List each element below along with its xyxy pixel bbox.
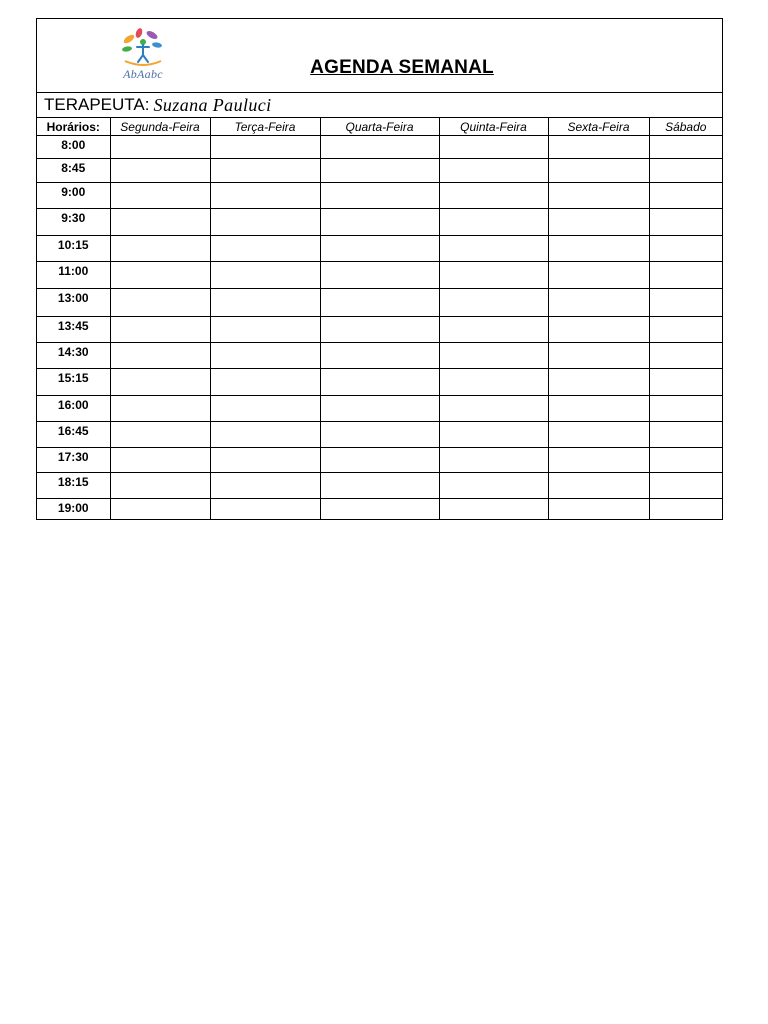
schedule-cell[interactable] — [439, 183, 548, 209]
schedule-cell[interactable] — [548, 448, 649, 473]
table-row — [37, 289, 722, 317]
schedule-cell[interactable] — [439, 289, 548, 317]
schedule-cell[interactable] — [320, 369, 439, 396]
schedule-cell[interactable] — [110, 136, 210, 159]
schedule-cell[interactable] — [320, 159, 439, 183]
schedule-cell[interactable] — [649, 369, 722, 396]
schedule-cell[interactable] — [110, 209, 210, 236]
time-slot-label: 11:00 — [37, 262, 110, 289]
time-slot-label: 14:30 — [37, 343, 110, 369]
schedule-cell[interactable] — [210, 448, 320, 473]
schedule-cell[interactable] — [649, 136, 722, 159]
schedule-cell[interactable] — [210, 183, 320, 209]
hours-column-header: Horários: — [37, 118, 110, 136]
table-row — [37, 236, 722, 262]
table-row — [37, 448, 722, 473]
schedule-cell[interactable] — [649, 317, 722, 343]
schedule-cell[interactable] — [320, 136, 439, 159]
time-slot-label: 9:00 — [37, 183, 110, 209]
schedule-cell[interactable] — [210, 422, 320, 448]
schedule-cell[interactable] — [548, 262, 649, 289]
schedule-cell[interactable] — [110, 317, 210, 343]
header — [37, 19, 722, 93]
schedule-cell[interactable] — [649, 289, 722, 317]
schedule-cell[interactable] — [439, 473, 548, 499]
schedule-cell[interactable] — [110, 473, 210, 499]
schedule-cell[interactable] — [320, 396, 439, 422]
schedule-cell[interactable] — [320, 422, 439, 448]
table-row — [37, 473, 722, 499]
time-slot-label: 10:15 — [37, 236, 110, 262]
day-header: Terça-Feira — [210, 118, 320, 136]
schedule-cell[interactable] — [439, 209, 548, 236]
schedule-cell[interactable] — [320, 236, 439, 262]
table-row — [37, 209, 722, 236]
schedule-cell[interactable] — [548, 422, 649, 448]
time-slot-label: 18:15 — [37, 473, 110, 499]
schedule-cell[interactable] — [649, 422, 722, 448]
schedule-cell[interactable] — [649, 499, 722, 519]
schedule-cell[interactable] — [548, 369, 649, 396]
table-row — [37, 136, 722, 159]
table-row — [37, 422, 722, 448]
schedule-cell[interactable] — [320, 343, 439, 369]
schedule-cell[interactable] — [649, 396, 722, 422]
agenda-sheet — [36, 18, 723, 520]
time-slot-label: 17:30 — [37, 448, 110, 473]
time-slot-label: 13:00 — [37, 289, 110, 317]
schedule-cell[interactable] — [110, 183, 210, 209]
schedule-cell[interactable] — [210, 473, 320, 499]
therapist-label: TERAPEUTA: — [44, 95, 150, 114]
schedule-cell[interactable] — [548, 136, 649, 159]
time-slot-label: 8:45 — [37, 159, 110, 183]
schedule-cell[interactable] — [649, 473, 722, 499]
schedule-header-row — [37, 118, 722, 136]
schedule-cell[interactable] — [110, 262, 210, 289]
schedule-cell[interactable] — [320, 183, 439, 209]
table-row — [37, 396, 722, 422]
time-slot-label: 16:45 — [37, 422, 110, 448]
schedule-cell[interactable] — [548, 289, 649, 317]
schedule-cell[interactable] — [110, 159, 210, 183]
schedule-cell[interactable] — [439, 499, 548, 519]
day-header: Sexta-Feira — [548, 118, 649, 136]
schedule-cell[interactable] — [320, 289, 439, 317]
schedule-cell[interactable] — [649, 448, 722, 473]
schedule-cell[interactable] — [439, 317, 548, 343]
schedule-cell[interactable] — [548, 396, 649, 422]
schedule-cell[interactable] — [548, 343, 649, 369]
schedule-cell[interactable] — [439, 448, 548, 473]
schedule-cell[interactable] — [210, 317, 320, 343]
schedule-cell[interactable] — [210, 159, 320, 183]
table-row — [37, 159, 722, 183]
schedule-cell[interactable] — [320, 448, 439, 473]
schedule-cell[interactable] — [210, 289, 320, 317]
schedule-cell[interactable] — [210, 262, 320, 289]
schedule-cell[interactable] — [548, 473, 649, 499]
therapist-row — [37, 93, 722, 118]
schedule-cell[interactable] — [210, 136, 320, 159]
time-slot-label: 13:45 — [37, 317, 110, 343]
table-row — [37, 369, 722, 396]
schedule-cell[interactable] — [439, 369, 548, 396]
schedule-cell[interactable] — [548, 236, 649, 262]
schedule-cell[interactable] — [439, 396, 548, 422]
schedule-cell[interactable] — [439, 262, 548, 289]
schedule-cell[interactable] — [649, 209, 722, 236]
schedule-cell[interactable] — [649, 236, 722, 262]
schedule-cell[interactable] — [320, 317, 439, 343]
schedule-cell[interactable] — [110, 422, 210, 448]
time-slot-label: 8:00 — [37, 136, 110, 159]
schedule-cell[interactable] — [439, 236, 548, 262]
schedule-cell[interactable] — [320, 499, 439, 519]
schedule-cell[interactable] — [548, 159, 649, 183]
schedule-table — [37, 118, 722, 519]
day-header: Quarta-Feira — [320, 118, 439, 136]
schedule-cell[interactable] — [320, 209, 439, 236]
schedule-cell[interactable] — [110, 289, 210, 317]
schedule-cell[interactable] — [110, 343, 210, 369]
schedule-cell[interactable] — [210, 499, 320, 519]
logo-text: AbAabc — [123, 67, 163, 81]
time-slot-label: 15:15 — [37, 369, 110, 396]
time-slot-label: 19:00 — [37, 499, 110, 519]
table-row — [37, 262, 722, 289]
schedule-cell[interactable] — [110, 369, 210, 396]
schedule-cell[interactable] — [649, 343, 722, 369]
schedule-cell[interactable] — [649, 262, 722, 289]
table-row — [37, 183, 722, 209]
schedule-cell[interactable] — [110, 236, 210, 262]
schedule-cell[interactable] — [210, 396, 320, 422]
schedule-cell[interactable] — [439, 159, 548, 183]
schedule-cell[interactable] — [320, 262, 439, 289]
therapist-name: Suzana Pauluci — [153, 94, 272, 115]
page-title: AGENDA SEMANAL — [310, 57, 494, 78]
schedule-cell[interactable] — [210, 343, 320, 369]
day-header: Segunda-Feira — [110, 118, 210, 136]
table-row — [37, 343, 722, 369]
schedule-cell[interactable] — [439, 343, 548, 369]
schedule-cell[interactable] — [210, 369, 320, 396]
schedule-cell[interactable] — [649, 183, 722, 209]
schedule-cell[interactable] — [210, 209, 320, 236]
schedule-cell[interactable] — [649, 159, 722, 183]
schedule-cell[interactable] — [110, 499, 210, 519]
schedule-cell[interactable] — [110, 448, 210, 473]
schedule-cell[interactable] — [320, 473, 439, 499]
schedule-cell[interactable] — [110, 396, 210, 422]
schedule-cell[interactable] — [439, 136, 548, 159]
time-slot-label: 16:00 — [37, 396, 110, 422]
time-slot-label: 9:30 — [37, 209, 110, 236]
schedule-cell[interactable] — [548, 317, 649, 343]
day-header: Quinta-Feira — [439, 118, 548, 136]
table-row — [37, 317, 722, 343]
schedule-cell[interactable] — [548, 209, 649, 236]
schedule-cell[interactable] — [548, 499, 649, 519]
day-header: Sábado — [649, 118, 722, 136]
schedule-cell[interactable] — [210, 236, 320, 262]
table-row — [37, 499, 722, 519]
schedule-cell[interactable] — [439, 422, 548, 448]
schedule-cell[interactable] — [548, 183, 649, 209]
